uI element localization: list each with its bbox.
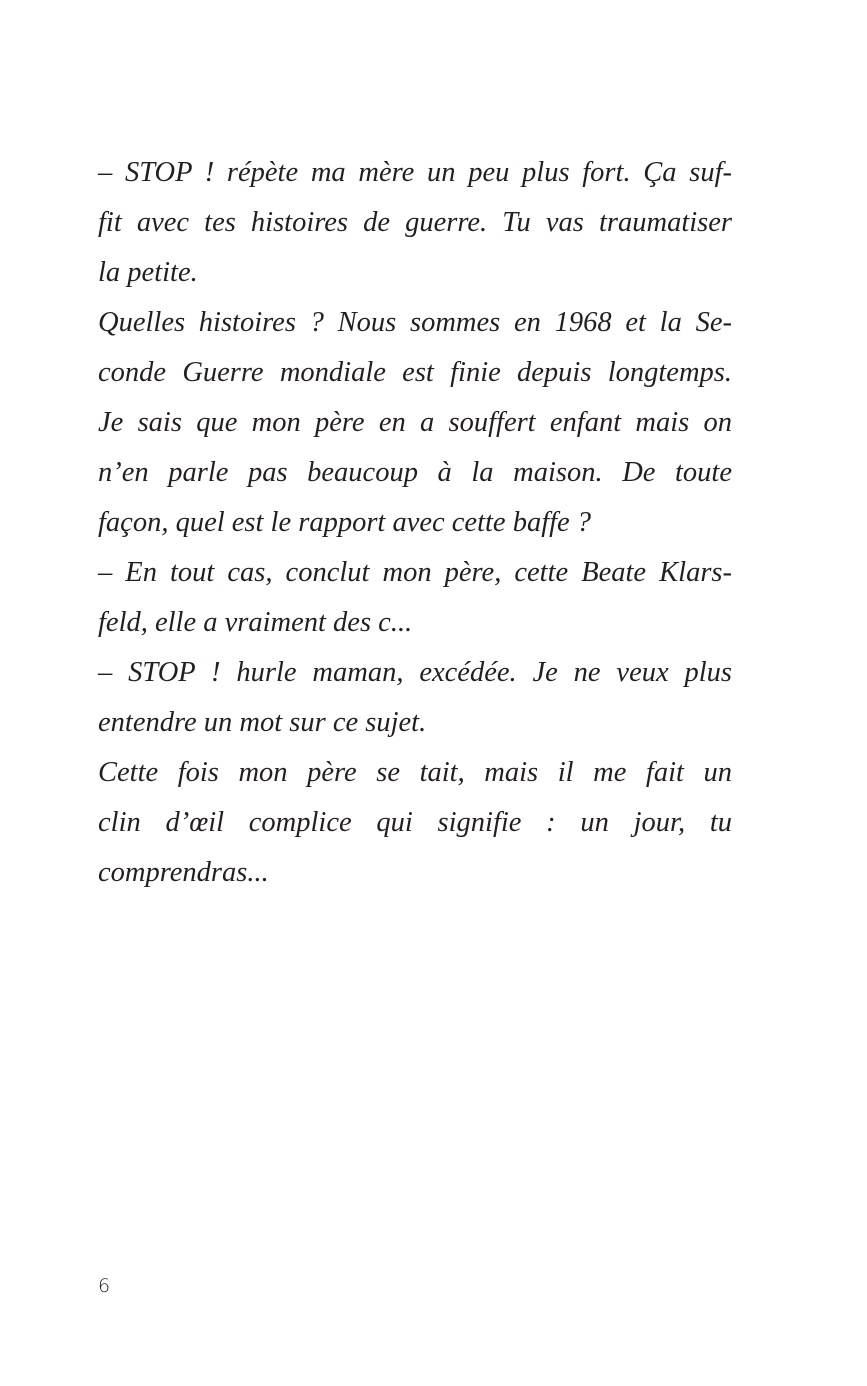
text-line: conde Guerre mondiale est finie depuis longtemps.: [98, 357, 732, 388]
text-line: – En tout cas, conclut mon père, cette Beate Klars-: [98, 557, 732, 588]
text-line: Quelles histoires ? Nous sommes en 1968 et la Se-: [98, 307, 732, 338]
page-number: 6: [98, 1275, 111, 1297]
text-line: fit avec tes histoires de guerre. Tu vas traumatiser: [98, 207, 732, 238]
paragraph-4: [98, 648, 732, 748]
text-line: la petite.: [98, 257, 198, 288]
paragraph-1: [98, 148, 732, 298]
text-line: n’en parle pas beaucoup à la maison. De toute: [98, 457, 732, 488]
body-text: [98, 148, 732, 898]
text-line: – STOP ! répète ma mère un peu plus fort. Ça suf-: [98, 157, 732, 188]
paragraph-5: [98, 748, 732, 898]
paragraph-2: [98, 298, 732, 548]
text-line: Je sais que mon père en a souffert enfant mais on: [98, 407, 732, 438]
text-line: – STOP ! hurle maman, excédée. Je ne veux plus: [98, 657, 732, 688]
paragraph-3: [98, 548, 732, 648]
text-line: Cette fois mon père se tait, mais il me fait un: [98, 757, 732, 788]
text-line: feld, elle a vraiment des c...: [98, 607, 413, 638]
text-line: comprendras...: [98, 857, 269, 888]
text-line: entendre un mot sur ce sujet.: [98, 707, 427, 738]
text-line: façon, quel est le rapport avec cette baffe ?: [98, 507, 592, 538]
text-line: clin d’œil complice qui signifie : un jour, tu: [98, 807, 732, 838]
